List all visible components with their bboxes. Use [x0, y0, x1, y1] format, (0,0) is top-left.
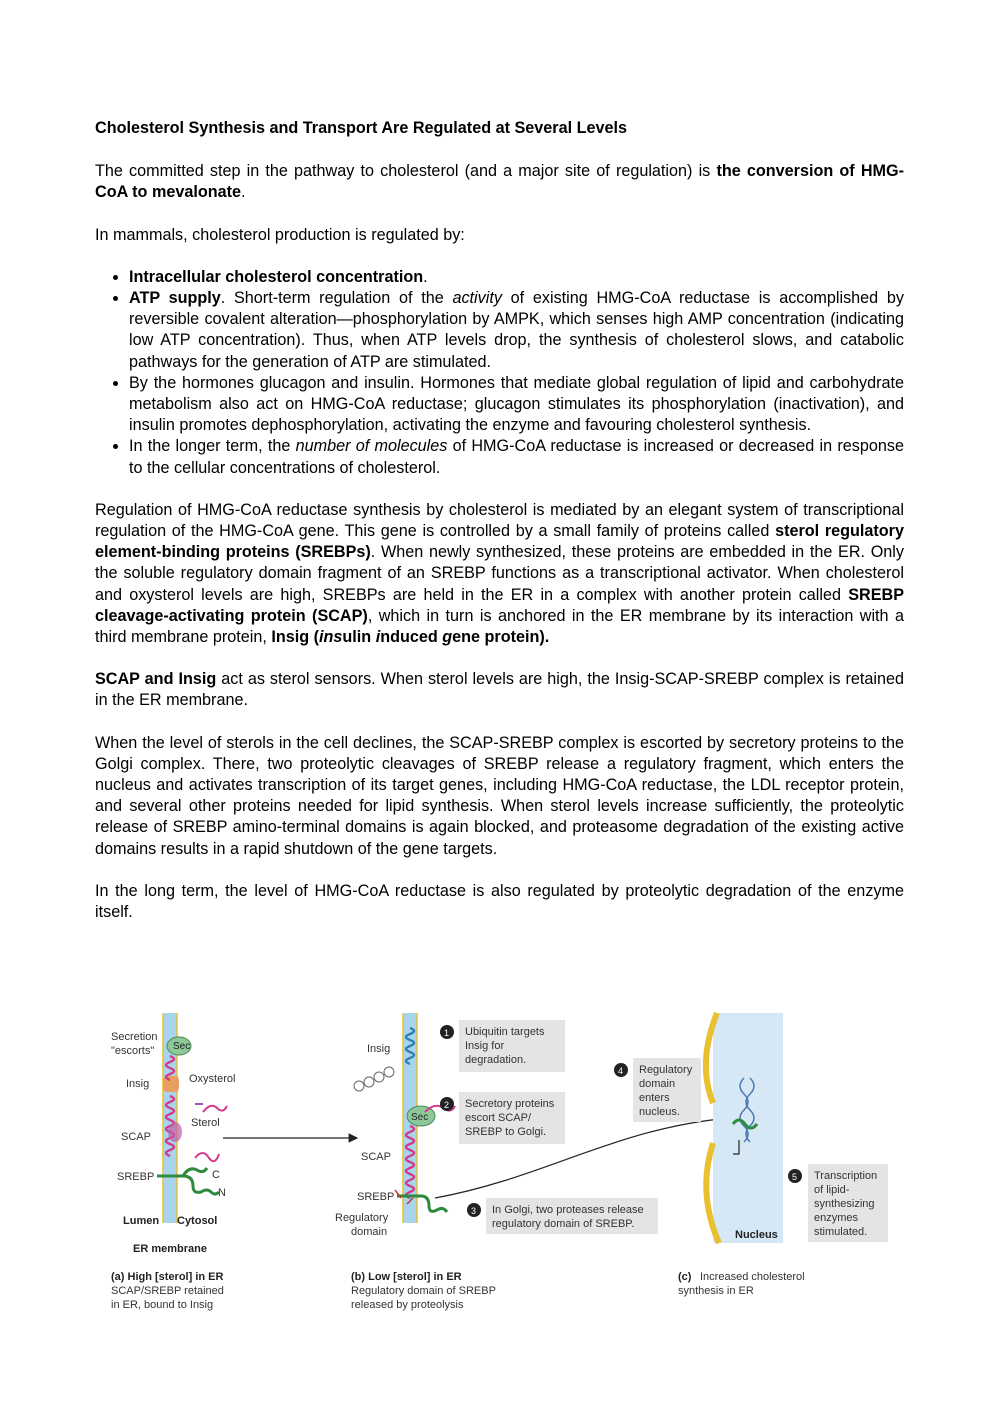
- caption-a-title: (a) High [sterol] in ER: [111, 1271, 224, 1283]
- bold-text: sterol regulatory element-binding proteins (SREBPs): [95, 522, 904, 562]
- text: of existing HMG-CoA reductase is accomplished by reversible covalent alteration—phosphorylation by AMPK, which senses high AMP concentration (indicating low ATP concentration). Thus, when ATP levels drop, the synthesis of cholesterol slows, and catabolic pathways for the generation of ATP are stimulated.: [129, 289, 904, 371]
- paragraph-regulated-by: In mammals, cholesterol production is regulated by:: [95, 225, 465, 244]
- step-4-line3: enters: [639, 1092, 670, 1104]
- bold-text: Intracellular cholesterol concentration: [129, 267, 424, 286]
- step-1-line3: degradation.: [465, 1054, 527, 1066]
- text: In the longer term, the: [129, 437, 296, 456]
- text: Regulation of HMG-CoA reductase synthesis by cholesterol is mediated by an elegant system of transcriptional regulation of the HMG-CoA gene. This gene is controlled by a small family of proteins called: [95, 500, 904, 541]
- paragraph-sterol-decline: When the level of sterols in the cell declines, the SCAP-SREBP complex is escorted by secretory proteins to the Golgi complex. There, two proteolytic cleavages of SREBP release a regulatory fragment, which enters the nucleus and activates transcription of its target genes, including HMG-CoA reductase, the LDL receptor protein, and several other proteins needed for lipid synthesis. When sterol levels increase sufficiently, the proteolytic release of SREBP amino-terminal domains is again blocked, and proteasome degradation of the existing active domains results in a rapid shutdown of the gene targets.: [95, 733, 904, 858]
- step-4-line1: Regulatory: [639, 1064, 693, 1076]
- step-1-number: 1: [444, 1028, 450, 1038]
- text: Insig (: [271, 628, 320, 647]
- italic-text: activity: [452, 289, 502, 308]
- text: , which in turn is anchored in the ER membrane by its interaction with a third membrane protein,: [95, 606, 904, 647]
- caption-b-line2: released by proteolysis: [351, 1299, 464, 1311]
- srebp-label: SREBP: [117, 1171, 155, 1183]
- text: .: [423, 267, 428, 286]
- secretion-label: Secretion: [111, 1031, 158, 1043]
- italic-text: number of molecules: [295, 437, 448, 456]
- step-5-line5: stimulated.: [814, 1226, 868, 1238]
- step-5-line4: enzymes: [814, 1212, 859, 1224]
- text: The committed step in the pathway to cholesterol (and a major site of regulation) is: [95, 162, 717, 181]
- lumen-label: Lumen: [123, 1215, 160, 1227]
- step-4-line4: nucleus.: [639, 1106, 680, 1118]
- step-4-callout: [614, 1058, 701, 1122]
- srebp-regulation-figure: [95, 1008, 915, 1318]
- regulatory-label: Regulatory: [335, 1212, 389, 1224]
- step-2-number: 2: [444, 1100, 450, 1110]
- text: ulin: [342, 628, 376, 647]
- step-5-line1: Transcription: [814, 1170, 878, 1182]
- step-5-line2: of lipid-: [814, 1184, 850, 1196]
- text: act as sterol sensors. When sterol levels are high, the Insig-SCAP-SREBP complex is retained in the ER membrane.: [95, 670, 904, 710]
- caption-a-line2: in ER, bound to Insig: [111, 1299, 214, 1311]
- scap-label: SCAP: [361, 1151, 391, 1163]
- escorts-label: "escorts": [111, 1045, 155, 1057]
- text: of HMG-CoA reductase is increased or decreased in response to the cellular concentrations of cholesterol.: [129, 437, 904, 477]
- step-2-line3: SREBP to Golgi.: [465, 1126, 547, 1138]
- bold-text: SREBP cleavage-activating protein (SCAP): [95, 585, 904, 625]
- oxysterol-label: Oxysterol: [189, 1073, 236, 1085]
- sterol-label: Sterol: [191, 1117, 220, 1129]
- insig-label: Insig: [367, 1043, 391, 1055]
- text: ene protein).: [452, 628, 550, 647]
- er-membrane-label: ER membrane: [133, 1243, 207, 1255]
- step-5-line3: synthesizing: [814, 1198, 875, 1210]
- c-terminus-label: C: [212, 1169, 220, 1181]
- text: nduced: [380, 628, 443, 647]
- step-1-line2: Insig for: [465, 1040, 505, 1052]
- step-1-line1: Ubiquitin targets: [465, 1026, 545, 1038]
- caption-b-title: (b) Low [sterol] in ER: [351, 1271, 462, 1283]
- sec-label: Sec: [173, 1041, 191, 1052]
- step-2-line2: escort SCAP/: [465, 1112, 532, 1124]
- panel-a: [111, 1013, 235, 1311]
- list-item: • By the hormones glucagon and insulin. Hormones that mediate global regulation of lipid and carbohydrate metabolism also act on HMG-CoA reductase; glucagon stimulates its phosphorylation (inactivation), and insulin promotes dephosphorylation, activating the enzyme and favouring cholesterol synthesis.: [129, 373, 904, 437]
- cytosol-label: Cytosol: [177, 1215, 218, 1227]
- text: . When newly synthesized, these proteins are embedded in the ER. Only the soluble regulatory domain fragment of an SREBP functions as a transcriptional activator. When cholesterol and oxysterol levels are high, SREBPs are held in the ER in a complex with another protein called: [95, 543, 904, 604]
- caption-c-title: (c): [678, 1271, 692, 1283]
- step-5-callout: [788, 1164, 888, 1242]
- domain-label: domain: [351, 1226, 388, 1238]
- regulation-list: [95, 267, 904, 479]
- caption-b-line1: Regulatory domain of SREBP: [351, 1285, 496, 1297]
- step-3-line2: regulatory domain of SREBP.: [492, 1218, 635, 1230]
- bold-text: SCAP and Insig: [95, 670, 217, 689]
- caption-c-line2: synthesis in ER: [678, 1285, 754, 1297]
- step-3-number: 3: [471, 1206, 477, 1216]
- list-item: [129, 436, 904, 478]
- caption-c-line1: Increased cholesterol: [700, 1271, 805, 1283]
- italic-text: i: [375, 628, 381, 647]
- step-3-callout: [467, 1198, 658, 1234]
- list-item: [129, 288, 904, 373]
- text: . Short-term regulation of the: [220, 289, 453, 308]
- scap-label: SCAP: [121, 1131, 151, 1143]
- list-item: [129, 267, 904, 288]
- bold-text: the conversion of HMG-CoA to mevalonate: [95, 162, 904, 202]
- paragraph-committed-step: [95, 161, 904, 203]
- panel-b: [335, 1013, 730, 1311]
- caption-a-line1: SCAP/SREBP retained: [111, 1285, 224, 1297]
- srebp-label: SREBP: [357, 1191, 395, 1203]
- paragraph-sterol-sensors: [95, 669, 904, 711]
- step-5-number: 5: [792, 1172, 798, 1182]
- section-heading: Cholesterol Synthesis and Transport Are Regulated at Several Levels: [95, 119, 627, 137]
- step-3-line1: In Golgi, two proteases release: [492, 1204, 644, 1216]
- text: .: [241, 183, 246, 202]
- panel-c: [614, 1013, 888, 1297]
- bold-text: ATP supply: [129, 289, 221, 308]
- step-1-callout: [440, 1020, 565, 1072]
- insig-definition: [271, 628, 549, 646]
- italic-text: g: [442, 628, 453, 647]
- step-2-line1: Secretory proteins: [465, 1098, 555, 1110]
- paragraph-srebp: [95, 500, 904, 648]
- sec-label: Sec: [411, 1112, 429, 1123]
- step-4-line2: domain: [639, 1078, 676, 1090]
- document-body: [95, 118, 904, 944]
- step-4-number: 4: [618, 1066, 624, 1076]
- paragraph-long-term: In the long term, the level of HMG-CoA reductase is also regulated by proteolytic degradation of the enzyme itself.: [95, 881, 904, 922]
- italic-text: ins: [319, 628, 343, 647]
- n-terminus-label: N: [218, 1187, 226, 1199]
- insig-label: Insig: [126, 1078, 150, 1090]
- nucleus-label: Nucleus: [735, 1229, 778, 1241]
- ubiquitin-chain: [354, 1067, 394, 1091]
- step-2-callout: [440, 1092, 565, 1144]
